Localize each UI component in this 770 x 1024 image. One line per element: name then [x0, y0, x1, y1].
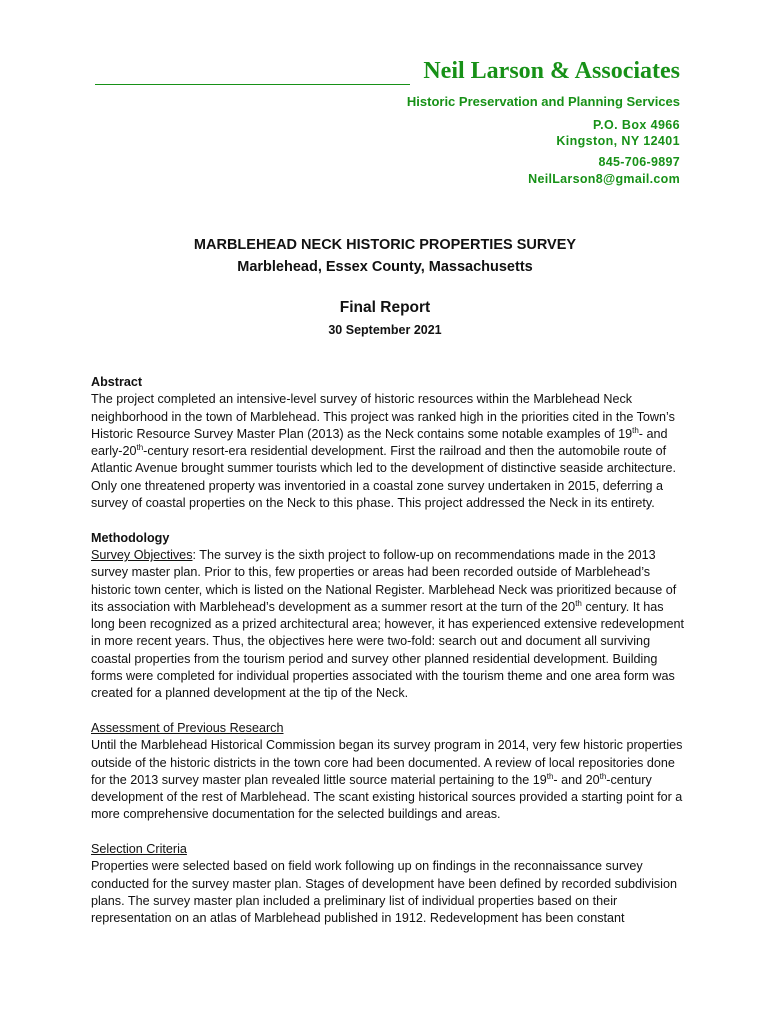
report-date: 30 September 2021: [328, 323, 442, 337]
survey-objectives-text-1: : The survey is the sixth project to follow-up on recommendations made in the 2013 survey master plan. Prior to this, few properties or areas had been recorded outside of Marblehead’s historic town center, which is listed on the National Register. Marblehead Neck was prioritized because of its association with Marblehead’s development as a summer resort at the turn of the 20: [91, 547, 677, 614]
abstract-text-3: -century resort-era residential development. First the railroad and then the automobile route of Atlantic Avenue brought summer tourists which led to the development of distinctive seaside architecture. Only one threatened property was inventoried in a coastal zone survey undertaken in 2015, deferring a survey of coastal properties on the Neck to this phase. This project addressed the Neck in its entirety.: [91, 444, 676, 511]
phone-number: 845-706-9897: [598, 155, 680, 169]
report-title-line-1: MARBLEHEAD NECK HISTORIC PROPERTIES SURVEY: [193, 237, 577, 253]
previous-research-heading: Assessment of Previous Research: [91, 720, 284, 735]
letterhead-rule: [95, 84, 410, 85]
firm-contact: [528, 154, 680, 188]
report-title-line-2: Marblehead, Essex County, Massachusetts: [237, 259, 533, 275]
firm-address: [556, 117, 680, 149]
abstract-sup-1: th: [632, 425, 639, 435]
address-line-1: P.O. Box 4966: [593, 118, 680, 132]
selection-criteria-paragraph: Properties were selected based on field work following up on findings in the reconnaissance survey conducted for the survey master plan. Stages of development have been defined by recorded subdivision plans. The survey master plan included a preliminary list of individual properties based on their representation on an atlas of Marblehead published in 1912. Redevelopment has been constant: [91, 859, 677, 926]
firm-subtitle: Historic Preservation and Planning Services: [406, 94, 680, 109]
previous-research-text-2: - and 20: [553, 772, 600, 787]
abstract-paragraph: [91, 391, 686, 512]
abstract-text-1: The project completed an intensive-level survey of historic resources within the Marblehead Neck neighborhood in the town of Marblehead. This project was ranked high in the priorities cited in the Town’s Historic Resource Survey Master Plan (2013) as the Neck contains some notable examples of 19: [91, 392, 675, 441]
report-title: [0, 234, 770, 278]
survey-objectives-text-2: century. It has long been recognized as a prized architectural area; however, it has experienced extensive redevelopment in more recent years. Thus, the objectives here were two-fold: search out and document all surviving coastal properties from the tourism period and survey other planned residential development. Building forms were completed for individual properties associated with the tourism theme and one area form was created for a planned development at the tip of the Neck.: [91, 599, 684, 701]
survey-objectives-label: Survey Objectives: [91, 547, 193, 562]
previous-research-text-3: -century development of the rest of Marblehead. The scant existing historical sources provided a starting point for a more comprehensive documentation for the selected buildings and areas.: [91, 772, 683, 822]
address-line-2: Kingston, NY 12401: [556, 134, 680, 148]
abstract-text-2: - and early-20: [91, 426, 668, 459]
report-body: [91, 374, 686, 928]
previous-research-sup-1: th: [546, 771, 554, 781]
previous-research-text-1: Until the Marblehead Historical Commission began its survey program in 2014, very few historic properties outside of the historic districts in the town core had been documented. A review of local repositories done for the 2013 survey master plan revealed little source material pertaining to the 19: [91, 738, 683, 787]
abstract-sup-2: th: [136, 443, 144, 453]
survey-objectives-paragraph: [91, 547, 686, 703]
methodology-heading: Methodology: [91, 530, 170, 545]
survey-objectives-sup: th: [575, 598, 582, 608]
selection-criteria-heading: Selection Criteria: [91, 842, 187, 857]
email-address: NeilLarson8@gmail.com: [528, 172, 680, 186]
abstract-heading: Abstract: [91, 375, 143, 389]
previous-research-sup-2: th: [599, 771, 607, 781]
previous-research-paragraph: [91, 737, 686, 823]
report-type: Final Report: [339, 299, 431, 316]
firm-name: Neil Larson & Associates: [423, 58, 680, 84]
